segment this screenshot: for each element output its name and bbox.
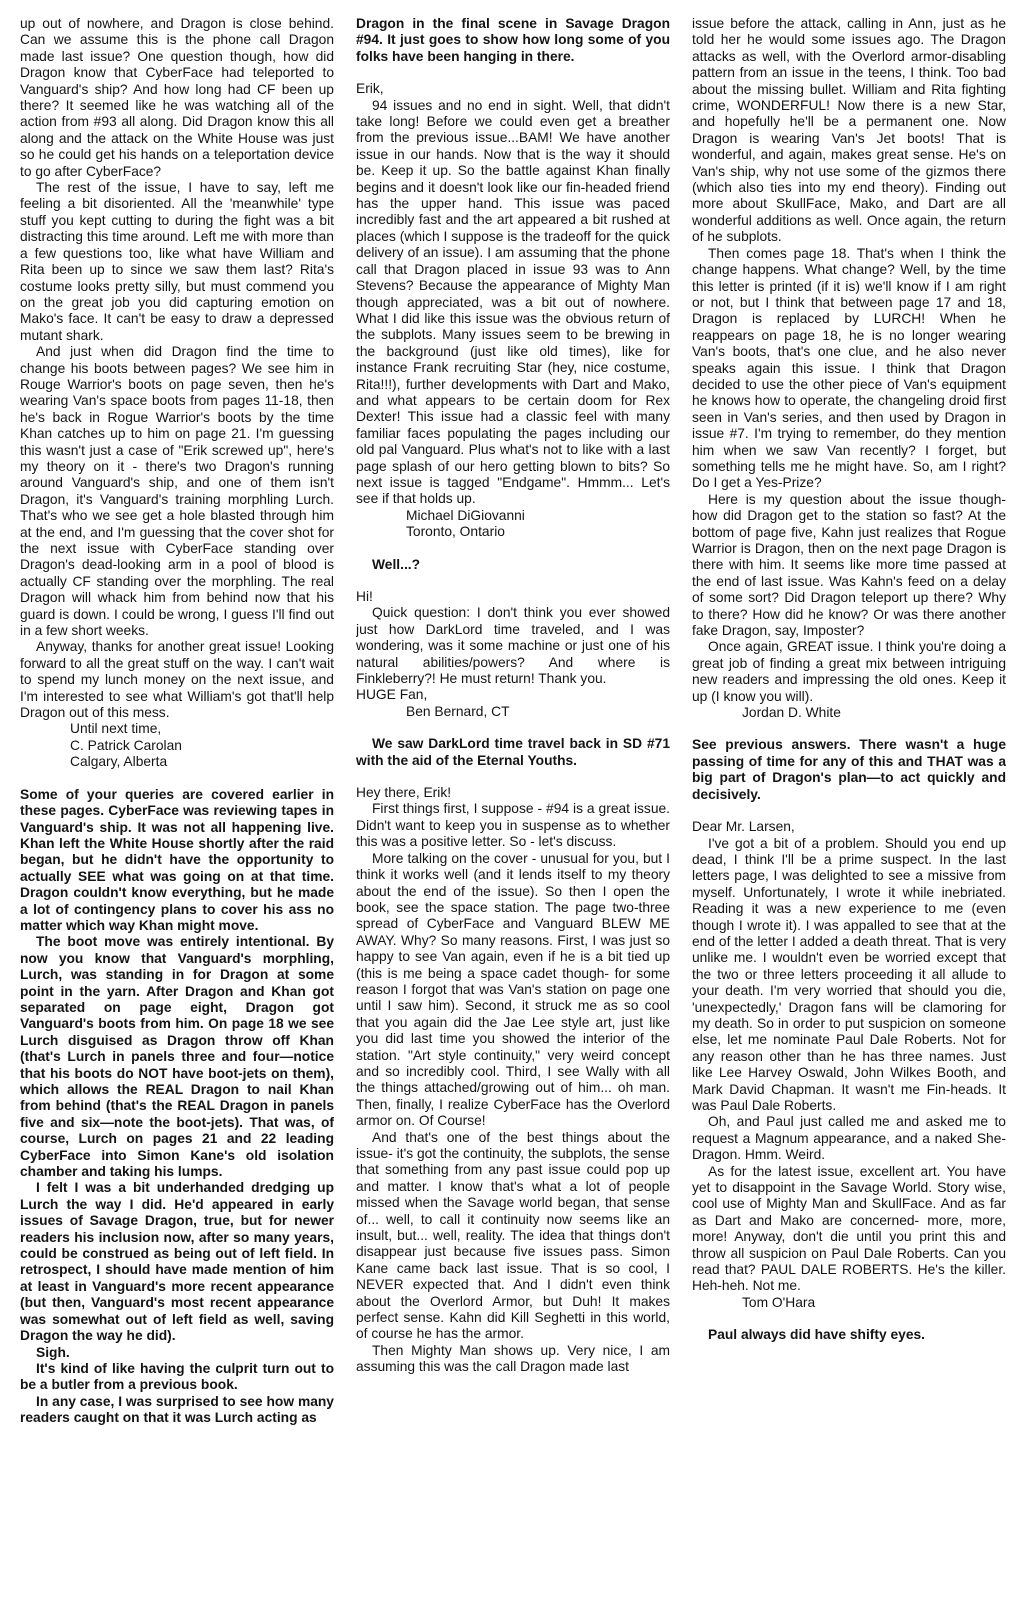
letter-paragraph: Dear Mr. Larsen, xyxy=(692,819,795,835)
editor-reply: Dragon in the final scene in Savage Dragon #94. It just goes to show how long some of you folks have been hanging in there. xyxy=(356,16,670,64)
letter-paragraph: And just when did Dragon find the time to change his boots between pages? We see him in Rouge Warrior's boots on page seven, then he's wearing Van's space boots from pages 11-18, then he's back in Rogue Warrior's boots by the time Khan catches up to him on page 21. I'm guessing this wasn't just a case of "Erik screwed up", here's my theory on it - there's two Dragon's running around Vanguard's ship, and one of them isn't Dragon, it's Vanguard's training morphling Lurch. That's who we see get a hole blasted through him at the end, and I'm guessing that the cover shot for the next issue with CyberFace standing over Dragon's dead-looking arm in a pool of blood is actually CF standing over the morphling. The real Dragon will whack him from behind now that his guard is down. I could be wrong, I guess I'll find out in a few short weeks. xyxy=(20,344,334,639)
editor-reply: In any case, I was surprised to see how many readers caught on that it was Lurch acting as xyxy=(20,1393,334,1426)
letter-paragraph: Erik, xyxy=(356,81,384,97)
letter-paragraph: Then comes page 18. That's when I think the change happens. What change? Well, by the time this letter is printed (if it is) we'll know if I am right or not, but I think that between page 17 and 18, Dragon is replaced by LURCH! When he reappears on page 18, he is no longer wearing Van's boots, that's one clue, and he also never speaks again this issue. I think that Dragon decided to use the other piece of Van's equipment he knows how to operate, the changeling droid first seen in Van's series, and then used by Dragon in issue #7. I'm trying to remember, do they mention him when we saw Van recently? I forget, but something tells me he might have. So, am I right? Do I get a Yes-Prize? xyxy=(692,245,1006,491)
letter-paragraph: Quick question: I don't think you ever showed just how DarkLord time traveled, and I was wondering, was it some machine or just one of his natural abilities/powers? And where is Finkleberry?! He must return! Thank you. xyxy=(356,605,670,687)
editor-reply: Sigh. xyxy=(36,1344,70,1360)
signature-line: Calgary, Alberta xyxy=(70,754,168,770)
letter-paragraph: Here is my question about the issue though- how did Dragon get to the station so fast? At the bottom of page five, Kahn just realizes that Rogue Warrior is Dragon, then on the next page Dragon is there with him. It seems like more time passed at the end of last issue. Was Kahn's feed on a delay of some sort? Did Dragon teleport up there? Why to there? How did he know? Or was there another fake Dragon, say, Imposter? xyxy=(692,491,1006,639)
text-column-middle xyxy=(356,16,670,1603)
signature-line: C. Patrick Carolan xyxy=(70,737,182,753)
letter-paragraph: Then Mighty Man shows up. Very nice, I am assuming this was the call Dragon made last xyxy=(356,1342,670,1375)
signature-line: Ben Bernard, CT xyxy=(406,703,510,719)
letter-paragraph: Oh, and Paul just called me and asked me to request a Magnum appearance, and a naked She-Dragon. Hmm. Weird. xyxy=(692,1114,1006,1163)
editor-reply: See previous answers. There wasn't a huge passing of time for any of this and THAT was a big part of Dragon's plan—to act quickly and decisively. xyxy=(692,737,1006,802)
signature-line: Jordan D. White xyxy=(742,705,841,721)
editor-reply: The boot move was entirely intentional. By now you know that Vanguard's morphling, Lurch, was standing in for Dragon at some point in the yarn. After Dragon and Khan got separated on page eight, Dragon got Vanguard's boots from him. On page 18 we see Lurch disguised as Dragon throw off Khan (that's Lurch in panels three and four—notice that his boots do NOT have boot-jets on them), which allows the REAL Dragon to nail Khan from behind (that's the REAL Dragon in panels five and six—note the boot-jets). That was, of course, Lurch on pages 21 and 22 leading CyberFace into Simon Kane's old isolation chamber and taking his lumps. xyxy=(20,934,334,1180)
signature-line: Michael DiGiovanni xyxy=(406,507,525,523)
signature-line: Tom O'Hara xyxy=(742,1294,816,1310)
letter-paragraph: 94 issues and no end in sight. Well, that didn't take long! Before we could even get a breather from the previous issue...BAM! We have another issue in our hands. Now that is the way it should be. Keep it up. So the battle against Khan finally begins and it doesn't look like our fin-headed friend has the upper hand. This issue was paced incredibly fast and the art appeared a bit rushed at places (which I suppose is the tradeoff for the quick delivery of an issue). I am assuming that the phone call that Dragon placed in issue 93 was to Ann Stevens? Because the appearance of Mighty Man though appreciated, was a bit out of nowhere. What I did like this issue was the obvious return of the subplots. Many issues seem to be brewing in the background (just like old times), like for instance Frank recruiting Star (hey, nice costume, Rita!!!), further developments with Dart and Mako, and what appears to be certain doom for Rex Dexter! This issue had a classic feel with many familiar faces populating the pages including our old pal Vanguard. Plus what's not to like with a last page splash of our hero getting blown to bits? So next issue is tagged "Endgame". Hmmm... Let's see if that holds up. xyxy=(356,97,670,507)
letter-paragraph: More talking on the cover - unusual for you, but I think it works well (and it lends itself to my theory about the end of the issue). So then I open the book, see the space station. The page two-three spread of CyberFace and Vanguard BLEW ME AWAY. Why? So many reasons. First, I was just so happy to see Van again, even if he is a bit tied up (this is me being a space cadet though- for some reason I forgot that was Van's station on page one until I saw him). Second, it struck me as so cool that you again did the Jae Lee style art, just like you did last time you showed the interior of the station. "Art style continuity," very weird concept and so incredibly cool. Third, I see Wally with all the things attached/growing out of him... oh man. Then, finally, I realize CyberFace has the Overlord armor on. Of Course! xyxy=(356,850,670,1129)
letter-paragraph: Hey there, Erik! xyxy=(356,785,452,801)
editor-reply: Well...? xyxy=(372,556,421,572)
signature-line: Toronto, Ontario xyxy=(406,524,505,540)
editor-reply: We saw DarkLord time travel back in SD #71 with the aid of the Eternal Youths. xyxy=(356,736,670,768)
letter-paragraph: Once again, GREAT issue. I think you're doing a great job of finding a great mix between intriguing new readers and impressing the old ones. Keep it up (I know you will). xyxy=(692,639,1006,704)
letter-paragraph: As for the latest issue, excellent art. You have yet to disappoint in the Savage World. Story wise, cool use of Mighty Man and SkullFace. And as far as Dart and Mako are concerned- more, more, more! Anyway, don't die until you print this and throw all suspicion on Paul Dale Roberts. Can you read that? PAUL DALE ROBERTS. He's the killer. Heh-heh. Not me. xyxy=(692,1163,1006,1294)
letter-paragraph: HUGE Fan, xyxy=(356,687,428,703)
letter-paragraph: The rest of the issue, I have to say, left me feeling a bit disoriented. All the 'meanwhile' type stuff you kept cutting to during the fight was a bit distracting this time around. Left me with more than a few questions too, like what have William and Rita been up to since we saw them last? Rita's costume looks pretty silly, but must commend you on the great job you did capturing emotion on Mako's face. It can't be easy to draw a depressed mutant shark. xyxy=(20,180,334,343)
letter-paragraph: issue before the attack, calling in Ann, just as he told her he would some issues ago. The Dragon attacks as well, with the Overlord armor-disabling pattern from an issue in the teens, I think. Too bad about the missing bullet. William and Rita fighting crime, WONDERFUL! Now there is a new Star, and hopefully he'll be a permanent one. Now Dragon is wearing Van's Jet boots! That is wonderful, and again, makes great sense. He's on Van's ship, why not use some of the gizmos there (which also ties into my end theory). Finding out more about SkullFace, Mako, and Dart are all wonderful additions as well. Once again, the return of he subplots. xyxy=(692,16,1006,245)
letter-paragraph: Anyway, thanks for another great issue! Looking forward to all the great stuff on the way. I can't wait to spend my lunch money on the next issue, and I'm interested to see what William's got that'll help Dragon out of this mess. xyxy=(20,639,334,721)
text-column-left xyxy=(20,16,334,1603)
editor-reply: I felt I was a bit underhanded dredging up Lurch the way I did. He'd appeared in early issues of Savage Dragon, true, but for newer readers his inclusion now, after so many years, could be construed as being out of left field. In retrospect, I should have made mention of him at least in Vanguard's more recent appearance (but then, Vanguard's most recent appearance was somewhat out of left field as well, saving Dragon the way he did). xyxy=(20,1180,334,1344)
letter-paragraph: First things first, I suppose - #94 is a great issue. Didn't want to keep you in suspense as to whether this was a positive letter. So - let's discuss. xyxy=(356,801,670,850)
editor-reply: It's kind of like having the culprit turn out to be a butler from a previous book. xyxy=(20,1360,334,1393)
editor-reply: Paul always did have shifty eyes. xyxy=(708,1327,926,1343)
editor-reply: Some of your queries are covered earlier in these pages. CyberFace was reviewing tapes in Vanguard's ship. It was not all happening live. Khan left the White House shortly after the raid began, but he didn't have the opportunity to actually SEE what was going on at that time. Dragon couldn't know everything, but he made a lot of contingency plans to cover his ass no matter which way Khan might move. xyxy=(20,786,334,933)
letter-paragraph: Hi! xyxy=(356,589,373,604)
letter-paragraph: I've got a bit of a problem. Should you end up dead, I think I'll be a prime suspect. In the last letters page, I was delighted to see a missive from myself. Unfortunately, I wrote it while inebriated. Reading it was a new experience to me (even though I wrote it). I was appalled to see that at the end of the letter I added a death threat. That is very unlike me. I wouldn't even be worried except that the two or three letters proceeding it all allude to your death. I'm very worried that should you die, 'unexpectedly,' Dragon fans will be clamoring for my death. So in order to put suspicion on someone else, let me nominate Paul Dale Roberts. Not for any reason other than he has three names. Just like Lee Harvey Oswald, John Wilkes Booth, and Mark David Chapman. It wasn't me Fin-heads. It was Paul Dale Roberts. xyxy=(692,835,1006,1113)
letter-paragraph: up out of nowhere, and Dragon is close behind. Can we assume this is the phone call Dragon made last issue? One question though, how did Dragon know that CyberFace had teleported to Vanguard's ship? And how long had CF been up there? It seemed like he was watching all of the action from #93 all along. Did Dragon know this all along and the attack on the White House was just so he could get his hands on a teleportation device to go after CyberFace? xyxy=(20,16,334,179)
letter-paragraph: And that's one of the best things about the issue- it's got the continuity, the subplots, the sense that something from any past issue could pop up and matter. I know that's what a lot of people missed when the Savage world began, that sense of... well, to call it continuity now seems like an insult, but... well, reality. The idea that things don't disappear just because five issues pass. Simon Kane came back last issue. That is so cool, I NEVER expected that. And I didn't even think about the Overlord Armor, but Duh! It makes perfect sense. Kahn did Kill Seghetti in this world, of course he has the armor. xyxy=(356,1129,670,1342)
text-column-right xyxy=(692,16,1006,1603)
signature-line: Until next time, xyxy=(70,721,162,737)
